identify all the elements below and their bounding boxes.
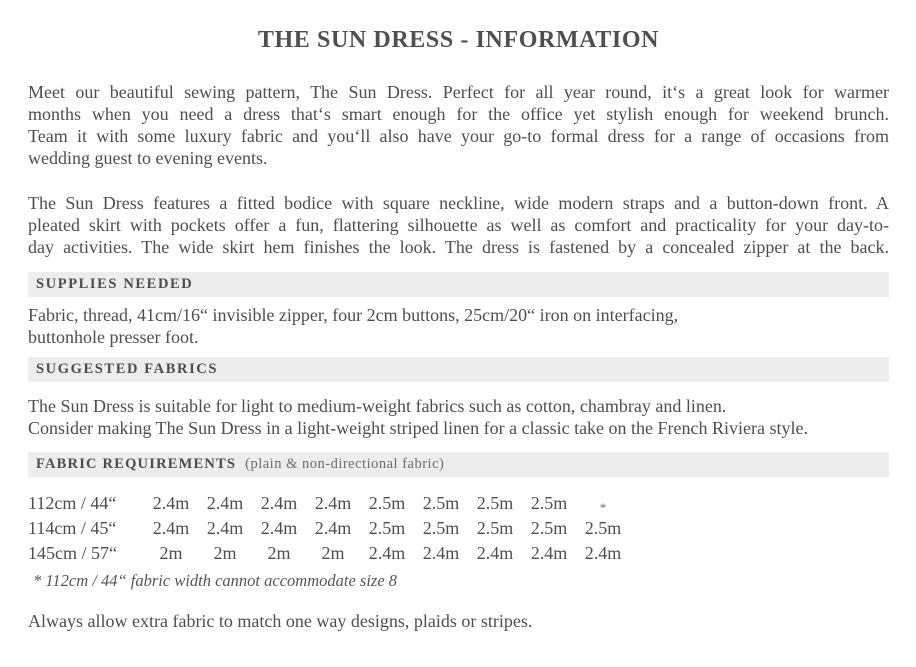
fabric-width-label: 112cm / 44“ <box>28 493 117 513</box>
text-line: months when you need a dress that‘s smart enough for the office yet stylish enough for weekend brunch. <box>28 104 889 124</box>
fabric-requirements-heading-label: FABRIC REQUIREMENTS <box>36 456 237 472</box>
table-cell: 2.4m <box>530 543 568 563</box>
table-cell: 2m <box>267 543 291 563</box>
table-cell: 2.5m <box>530 518 568 538</box>
fabric-width-footnote: * 112cm / 44“ fabric width cannot accommodate size 8 <box>33 571 398 590</box>
supplies-needed-heading-label: SUPPLIES NEEDED <box>36 276 194 292</box>
intro-paragraph <box>28 81 889 169</box>
text-line: day activities. The wide skirt hem finishes the look. The dress is fastened by a concealed zipper at the back. <box>28 237 889 257</box>
suggested-fabrics-text <box>28 395 889 439</box>
text-line: Fabric, thread, 41cm/16“ invisible zipper, four 2cm buttons, 25cm/20“ iron on interfacing, <box>28 305 679 325</box>
extra-fabric-note: Always allow extra fabric to match one way designs, plaids or stripes. <box>28 611 533 631</box>
table-cell: 2.5m <box>530 493 568 513</box>
table-cell: 2.5m <box>476 493 514 513</box>
table-cell: 2.5m <box>476 518 514 538</box>
table-cell: 2.5m <box>368 493 406 513</box>
text-line: Consider making The Sun Dress in a light-weight striped linen for a classic take on the French Riviera style. <box>28 418 808 438</box>
fabric-width-label: 145cm / 57“ <box>28 543 117 563</box>
table-cell: 2.4m <box>206 493 244 513</box>
table-cell: 2.5m <box>368 518 406 538</box>
table-row <box>28 541 630 566</box>
suggested-fabrics-heading-label: SUGGESTED FABRICS <box>36 361 219 377</box>
table-cell: 2.4m <box>476 543 514 563</box>
table-cell: 2.4m <box>368 543 406 563</box>
table-cell: 2.4m <box>260 493 298 513</box>
features-paragraph <box>28 192 889 258</box>
fabric-requirements-table <box>28 491 630 566</box>
fabric-requirements-heading <box>28 452 889 477</box>
text-line: The Sun Dress features a fitted bodice with square neckline, wide modern straps and a button-down front. A <box>28 193 889 213</box>
table-cell: 2.4m <box>152 518 190 538</box>
supplies-needed-heading <box>28 272 889 297</box>
table-cell: 2.4m <box>422 543 460 563</box>
text-line: wedding guest to evening events. <box>28 148 268 168</box>
table-cell: 2.4m <box>260 518 298 538</box>
fabric-width-label: 114cm / 45“ <box>28 518 117 538</box>
text-line: buttonhole presser foot. <box>28 327 199 347</box>
page-title: THE SUN DRESS - INFORMATION <box>257 27 660 53</box>
text-line: Team it with some luxury fabric and you‘ll also have your go-to formal dress for a range of occasions from <box>28 126 889 146</box>
text-line: Meet our beautiful sewing pattern, The Sun Dress. Perfect for all year round, it‘s a great look for warmer <box>28 82 889 102</box>
table-cell: 2m <box>159 543 183 563</box>
table-cell: 2m <box>321 543 345 563</box>
fabric-requirements-heading-note: (plain & non-directional fabric) <box>245 456 445 472</box>
text-line: pleated skirt with pockets offer a fun, flattering silhouette as well as comfort and practicality for your day-to- <box>28 215 889 235</box>
table-row <box>28 491 630 516</box>
table-cell: 2.5m <box>422 518 460 538</box>
table-cell: 2.4m <box>584 543 622 563</box>
table-cell: 2.4m <box>206 518 244 538</box>
table-cell: 2.4m <box>314 518 352 538</box>
table-cell: 2.4m <box>314 493 352 513</box>
table-cell: 2m <box>213 543 237 563</box>
supplies-text <box>28 304 889 348</box>
table-cell: 2.5m <box>422 493 460 513</box>
table-row <box>28 516 630 541</box>
suggested-fabrics-heading <box>28 357 889 382</box>
footnote-marker-cell: * <box>599 499 607 515</box>
table-cell: 2.5m <box>584 518 622 538</box>
table-cell: 2.4m <box>152 493 190 513</box>
text-line: The Sun Dress is suitable for light to medium-weight fabrics such as cotton, chambray and linen. <box>28 396 727 416</box>
